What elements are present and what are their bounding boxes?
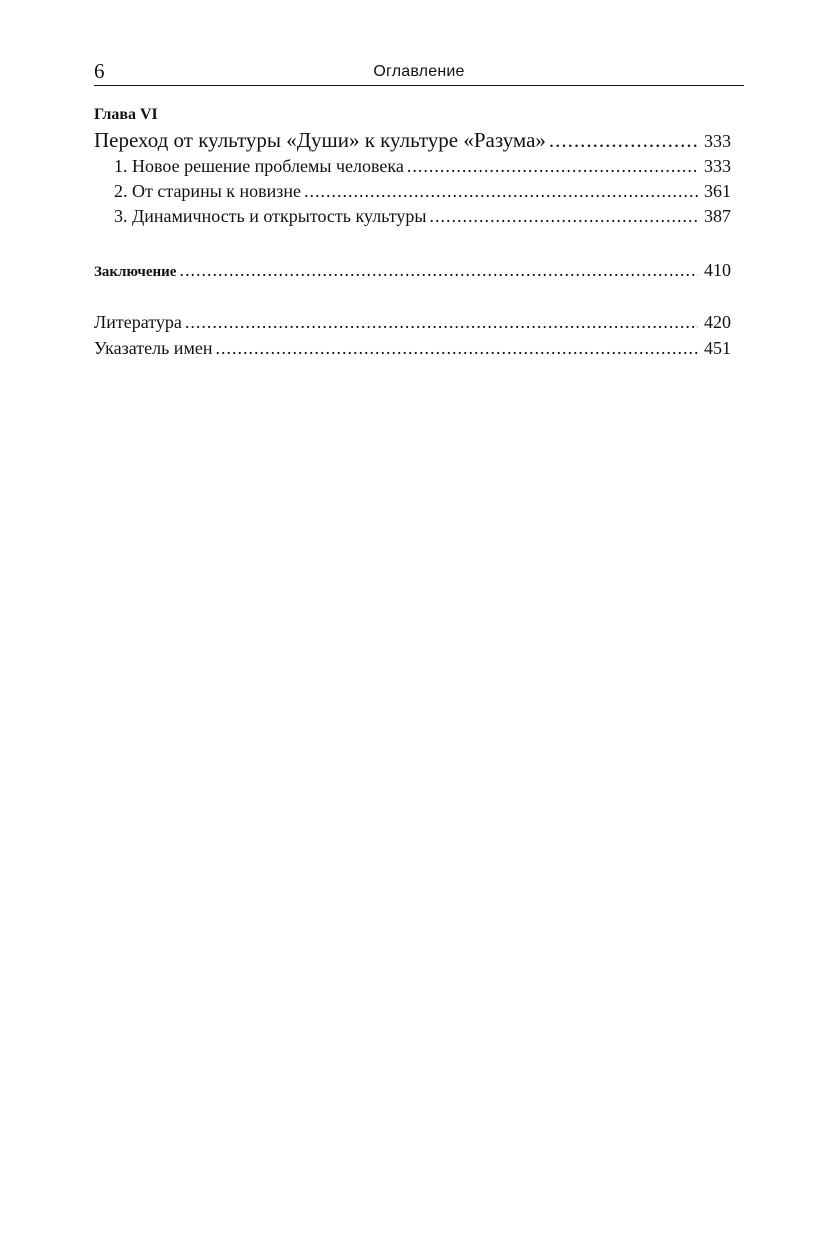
dot-leader	[179, 257, 698, 283]
dot-leader	[429, 204, 698, 229]
dot-leader	[304, 179, 698, 204]
toc-entry-page: 333	[704, 156, 731, 176]
toc-entry-section-2[interactable]	[94, 179, 731, 204]
page-number: 6	[94, 59, 105, 83]
toc-entry-text: 2. От старины к новизне	[114, 181, 302, 201]
toc-entry-chapter-title[interactable]	[94, 126, 731, 154]
toc-entry-literature[interactable]	[94, 309, 731, 335]
toc-entry-section-1[interactable]	[94, 154, 731, 179]
chapter-label: Глава VI	[94, 106, 158, 123]
toc-entry-section-3[interactable]	[94, 204, 731, 229]
dot-leader	[185, 309, 698, 335]
toc-entry-page: 420	[704, 312, 731, 332]
running-head	[94, 58, 744, 84]
toc-entry-text: Переход от культуры «Души» к культуре «Разума»	[94, 128, 546, 152]
toc-entry-text: Заключение	[94, 264, 177, 280]
dot-leader	[407, 154, 698, 179]
toc-entry-page: 361	[704, 181, 731, 201]
running-title: Оглавление	[373, 63, 465, 80]
toc-entry-index[interactable]	[94, 335, 731, 361]
header-rule	[94, 85, 744, 86]
toc-entry-text: 1. Новое решение проблемы человека	[114, 156, 404, 176]
table-of-contents	[94, 104, 731, 361]
dot-leader	[215, 335, 698, 361]
toc-entry-conclusion[interactable]	[94, 257, 731, 283]
toc-entry-text: Литература	[94, 312, 182, 332]
dot-leader	[549, 126, 698, 154]
toc-entry-text: Указатель имен	[94, 338, 213, 358]
toc-entry-text: 3. Динамичность и открытость культуры	[114, 206, 427, 226]
toc-entry-page: 387	[704, 206, 731, 226]
toc-entry-page: 410	[704, 260, 731, 280]
toc-entry-page: 451	[704, 338, 731, 358]
toc-entry-page: 333	[704, 131, 731, 151]
